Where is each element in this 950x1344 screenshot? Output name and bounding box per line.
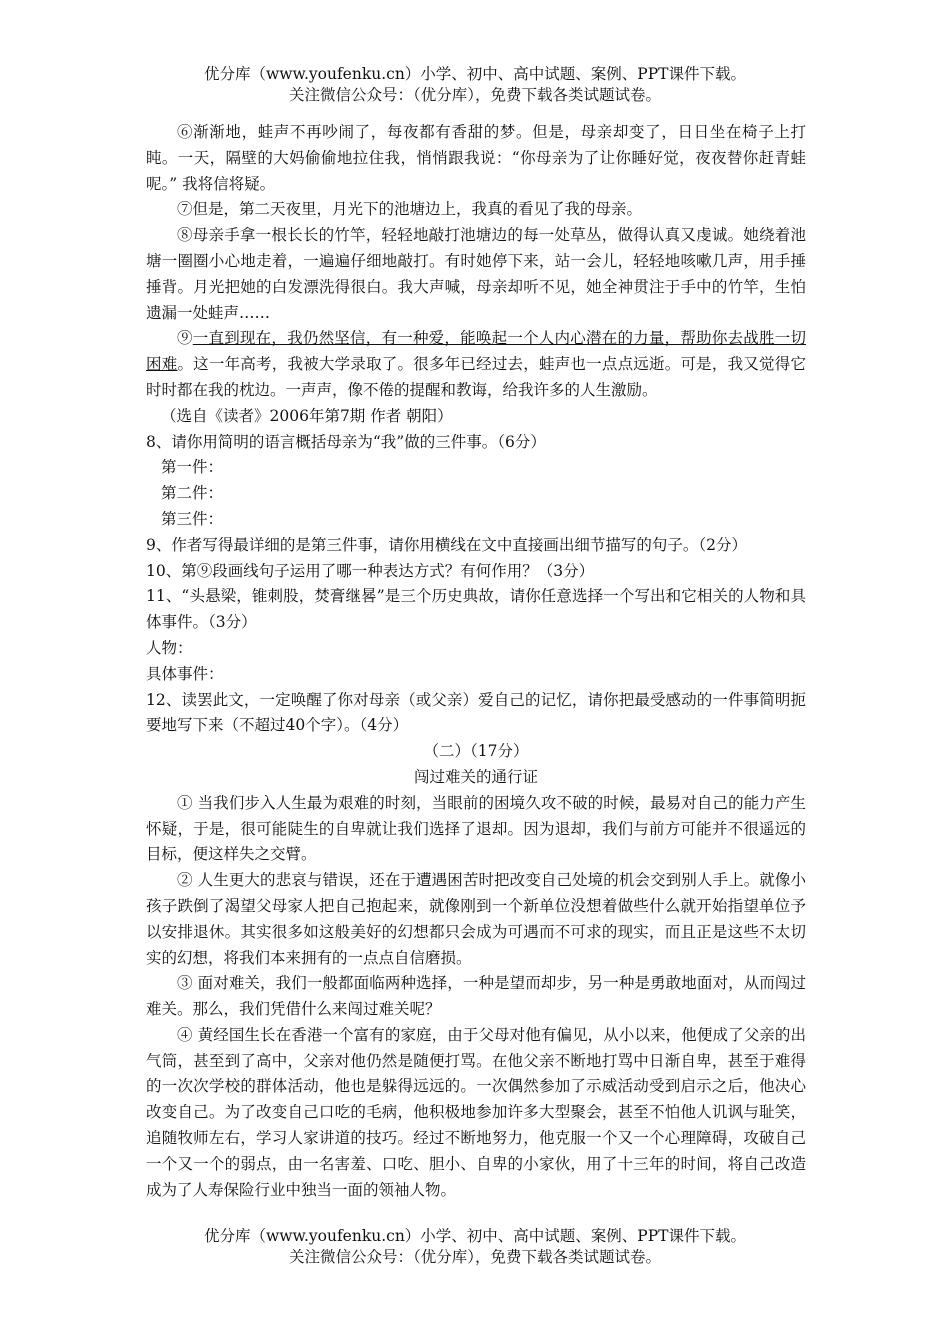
question-11: 11、“头悬梁，锥刺股，焚膏继晷”是三个历史典故，请你任意选择一个写出和它相关的人物和具体事件。（3分）: [146, 587, 806, 632]
answer-label-person: 人物：: [146, 638, 193, 657]
document-body: [146, 120, 806, 1203]
header-line-1: 优分库（www.youfenku.cn）小学、初中、高中试题、案例、PPT课件下载。: [203, 65, 747, 83]
header-line-2: 关注微信公众号：（优分库），免费下载各类试题试卷。: [288, 86, 661, 104]
answer-label-event: 具体事件：: [146, 664, 224, 683]
page-footer: [0, 1226, 950, 1268]
question-12: 12、读罢此文，一定唤醒了你对母亲（或父亲）爱自己的记忆，请你把最受感动的一件事简明扼要地写下来（不超过40个字）。（4分）: [146, 690, 806, 735]
question-8: 8、请你用简明的语言概括母亲为“我”做的三件事。（6分）: [146, 432, 546, 451]
underlined-sentence: 一直到现在，我仍然坚信，有一种爱，能唤起一个人内心潜在的力量，帮助你去战胜一切困难: [146, 329, 806, 374]
page-header: [0, 64, 950, 106]
answer-label-third: 第三件：: [161, 509, 224, 528]
passage-paragraph-7: ⑦但是，第二天夜里，月光下的池塘边上，我真的看见了我的母亲。: [177, 200, 643, 219]
question-10: 10、第⑨段画线句子运用了哪一种表达方式？有何作用？（3分）: [146, 561, 595, 580]
passage-paragraph-9: [146, 326, 806, 403]
section-heading: （二）（17分）: [423, 742, 529, 761]
passage-paragraph-6: ⑥渐渐地，蛙声不再吵闹了，每夜都有香甜的梦。但是，母亲却变了，日日坐在椅子上打盹。一天，隔壁的大妈偷偷地拉住我，悄悄跟我说：“你母亲为了让你睡好觉，夜夜替你赶青蛙呢。” 我将信将疑。: [146, 123, 806, 193]
article-paragraph-4: ④ 黄经国生长在香港一个富有的家庭，由于父母对他有偏见，从小以来，他便成了父亲的出气筒，甚至到了高中，父亲对他仍然是随便打骂。在他父亲不断地打骂中日渐自卑，甚至于难得的一次次学校的群体活动，他也是躲得远远的。一次偶然参加了示威活动受到启示之后，他决心改变自己。为了改变自己口吃的毛病，他积极地参加许多大型聚会，甚至不怕他人讥讽与耻笑，追随牧师左右，学习人家讲道的技巧。经过不断地努力，他克服一个又一个心理障碍，攻破自己一个又一个的弱点，由一名害羞、口吃、胆小、自卑的小家伙，用了十三年的时间，将自己改造成为了人寿保险行业中独当一面的领袖人物。: [146, 1025, 806, 1199]
article-title: 闯过难关的通行证: [413, 767, 538, 786]
passage-source: （选自《读者》2006年第7期 作者 朝阳）: [161, 406, 453, 425]
article-paragraph-2: ② 人生更大的悲哀与错误，还在于遭遇困苦时把改变自己处境的机会交到别人手上。就像小孩子跌倒了渴望父母家人把自己抱起来，就像刚到一个新单位没想着做些什么就开始指望单位予以安排退休。其实很多如这般美好的幻想都只会成为可遇而不可求的现实，而且正是这些不太切实的幻想，将我们本来拥有的一点点自信磨损。: [146, 871, 806, 967]
article-paragraph-3: ③ 面对难关，我们一般都面临两种选择，一种是望而却步，另一种是勇敢地面对，从而闯过难关。那么，我们凭借什么来闯过难关呢？: [146, 974, 806, 1019]
footer-line-1: 优分库（www.youfenku.cn）小学、初中、高中试题、案例、PPT课件下载。: [203, 1227, 747, 1245]
footer-line-2: 关注微信公众号：（优分库），免费下载各类试题试卷。: [288, 1248, 661, 1266]
paragraph-9-number: ⑨: [177, 329, 193, 348]
paragraph-9-rest: 。这一年高考，我被大学录取了。很多年已经过去，蛙声也一点点远逝。可是，我又觉得它时时都在我的枕边。一声声，像不倦的提醒和教诲，给我许多的人生激励。: [146, 355, 806, 399]
answer-label-first: 第一件：: [161, 458, 224, 477]
answer-label-second: 第二件：: [161, 484, 224, 503]
question-9: 9、作者写得最详细的是第三件事，请你用横线在文中直接画出细节描写的句子。（2分）: [146, 535, 747, 554]
article-paragraph-1: ① 当我们步入人生最为艰难的时刻，当眼前的困境久攻不破的时候，最易对自己的能力产生怀疑，于是，很可能陡生的自卑就让我们选择了退却。因为退却，我们与前方可能并不很遥远的目标，便这样失之交臂。: [146, 793, 806, 864]
passage-paragraph-8: ⑧母亲手拿一根长长的竹竿，轻轻地敲打池塘边的每一处草丛，做得认真又虔诚。她绕着池塘一圈圈小心地走着，一遍遍仔细地敲打。有时她停下来，站一会儿，轻轻地咳嗽几声，用手捶捶背。月光把她的白发漂洗得很白。我大声喊，母亲却听不见，她全神贯注于手中的竹竿，生怕遗漏一处蛙声……: [146, 226, 806, 322]
